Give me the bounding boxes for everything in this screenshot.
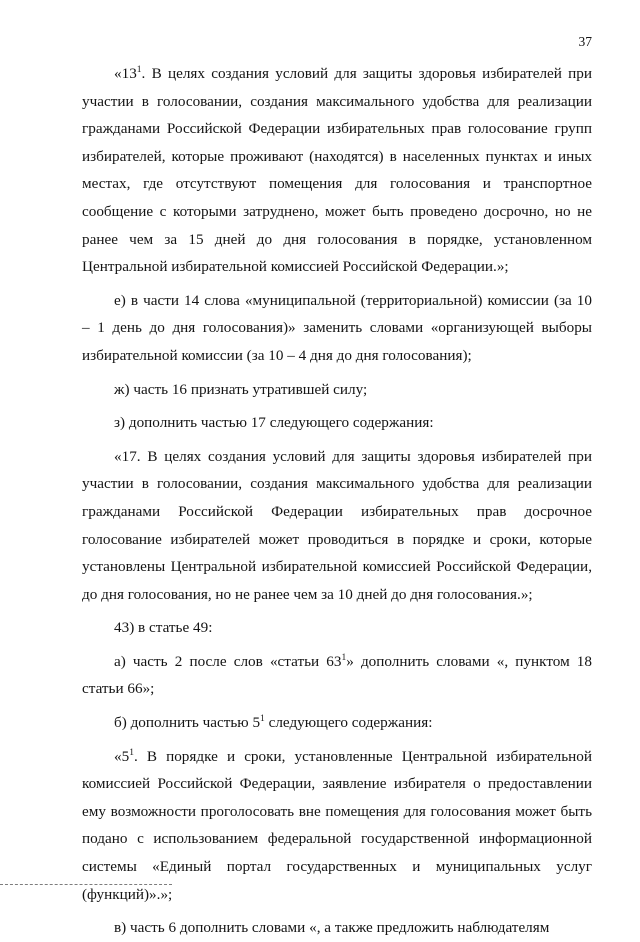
superscript: 1 xyxy=(260,714,265,725)
paragraph-p5 xyxy=(82,443,592,609)
paragraph-p3 xyxy=(82,376,592,404)
text-run: б) дополнить частью 5 xyxy=(114,714,261,732)
text-run: » дополнить словами «, пунктом 18 статьи 66»; xyxy=(82,652,592,698)
paragraph-p4 xyxy=(82,409,592,437)
paragraph-p10 xyxy=(82,914,592,942)
paragraph-p2 xyxy=(82,287,592,370)
superscript: 1 xyxy=(136,65,142,75)
text-run: «5 xyxy=(114,747,130,765)
text-run: з) дополнить частью 17 следующего содержания: xyxy=(114,414,434,432)
text-run: в) часть 6 дополнить словами «, а также предложить наблюдателям xyxy=(114,919,550,937)
paragraph-p6 xyxy=(82,614,592,642)
paragraph-p8 xyxy=(82,709,592,737)
text-run: . В порядке и сроки, установленные Центральной избирательной комиссией Российской Федерации, заявление избирателя о предоставлении ему возможности проголосовать вне помещения для голосования может быть подано с использованием федеральной государственной информационной системы «Единый портал государственных и муниципальных услуг (функций)».»; xyxy=(82,747,592,903)
text-run: ж) часть 16 признать утратившей силу; xyxy=(114,380,368,398)
text-run: 43) в статье 49: xyxy=(114,619,213,637)
text-run: а) часть 2 после слов «статьи 63 xyxy=(114,652,342,670)
text-run: . В целях создания условий для защиты здоровья избирателей при участии в голосовании, создания максимального удобства для реализации гражданами Российской Федерации избирательных прав голосование групп избирателей, которые проживают (находятся) в населенных пунктах и иных местах, где отсутствуют помещения для голосования и транспортное сообщение с которыми затруднено, может быть проведено досрочно, но не ранее чем за 15 дней до дня голосования в порядке, установленном Центральной избирательной комиссией Российской Федерации.»; xyxy=(82,65,592,276)
text-run: «13 xyxy=(114,65,137,82)
paragraph-p1 xyxy=(82,60,592,281)
text-run: е) в части 14 слова «муниципальной (территориальной) комиссии (за 10 – 1 день до дня голосования)» заменить словами «организующей выборы избирательной комиссии (за 10 – 4 дня до дня голосования); xyxy=(82,291,592,364)
text-run: «17. В целях создания условий для защиты здоровья избирателей при участии в голосовании, создания максимального удобства для реализации гражданами Российской Федерации избирательных прав досрочное голосование избирателей может проводиться в порядке и сроки, которые установлены Центральной избирательной комиссией Российской Федерации, до дня голосования, но не ранее чем за 10 дней до дня голосования.»; xyxy=(82,447,592,603)
superscript: 1 xyxy=(129,747,134,758)
superscript: 1 xyxy=(341,652,347,663)
paragraph-p7 xyxy=(82,648,592,703)
page-number: 37 xyxy=(578,34,592,49)
text-run: следующего содержания: xyxy=(264,714,433,732)
document-body xyxy=(82,60,592,942)
footer-divider xyxy=(0,884,172,885)
